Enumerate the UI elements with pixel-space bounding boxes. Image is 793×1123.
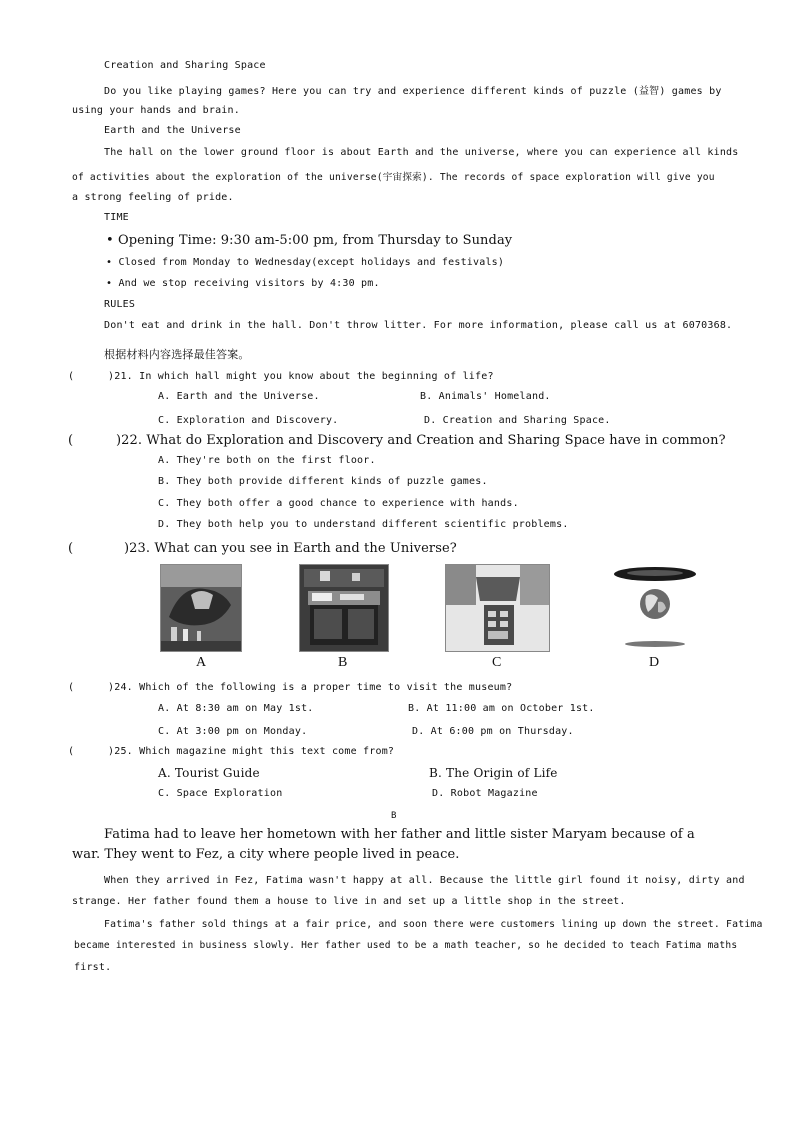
section-text-line: using your hands and brain.: [72, 105, 240, 116]
passage-b-p2-line1: When they arrived in Fez, Fatima wasn't happy at all. Because the little girl found it noisy, dirty and: [104, 875, 745, 886]
question-23: )23. What can you see in Earth and the Universe?: [124, 541, 457, 556]
option-22b: B. They both provide different kinds of puzzle games.: [158, 476, 488, 487]
passage-b-p3-line2: became interested in business slowly. Her father used to be a math teacher, so he decided to teach Fatima maths: [74, 940, 738, 951]
paren-close: ): [108, 371, 115, 382]
option-25c: C. Space Exploration: [158, 788, 283, 799]
passage-b-p3-line1: Fatima's father sold things at a fair price, and soon there were customers lining up down the street. Fatima: [104, 919, 763, 930]
instruction: 根据材料内容选择最佳答案。: [104, 348, 250, 361]
option-21b: B. Animals' Homeland.: [420, 391, 551, 402]
option-24a: A. At 8:30 am on May 1st.: [158, 703, 314, 714]
question-22: )22. What do Exploration and Discovery and Creation and Sharing Space have in common?: [116, 433, 726, 448]
option-23a-label: A: [196, 655, 207, 670]
section-title-creation: Creation and Sharing Space: [104, 60, 266, 71]
answer-paren-25: (: [68, 746, 75, 757]
option-24d: D. At 6:00 pm on Thursday.: [412, 726, 574, 737]
option-22a: A. They're both on the first floor.: [158, 455, 376, 466]
option-23c-label: C: [492, 655, 502, 670]
passage-b-p1-line1: Fatima had to leave her hometown with her father and little sister Maryam because of a: [104, 827, 695, 842]
question-21-text: 21. In which hall might you know about the beginning of life?: [114, 371, 494, 382]
option-23b-image: [299, 564, 389, 652]
option-21a: A. Earth and the Universe.: [158, 391, 320, 402]
option-22d: D. They both help you to understand different scientific problems.: [158, 519, 569, 530]
question-21: [108, 371, 494, 382]
option-25b: B. The Origin of Life: [429, 766, 558, 780]
option-23b-label: B: [338, 655, 348, 670]
section-text-line: The hall on the lower ground floor is about Earth and the universe, where you can experience all kinds: [104, 147, 739, 158]
option-23d-image: [610, 564, 700, 650]
option-25a: A. Tourist Guide: [158, 766, 260, 780]
rules-text: Don't eat and drink in the hall. Don't throw litter. For more information, please call us at 6070368.: [104, 320, 733, 331]
section-title-earth: Earth and the Universe: [104, 125, 241, 136]
option-23c-image: [445, 564, 550, 652]
question-24: )24. Which of the following is a proper time to visit the museum?: [108, 682, 513, 693]
option-25d: D. Robot Magazine: [432, 788, 538, 799]
time-title: TIME: [104, 212, 129, 223]
closed-days: • Closed from Monday to Wednesday(except holidays and festivals): [106, 257, 505, 268]
option-24c: C. At 3:00 pm on Monday.: [158, 726, 308, 737]
option-21d: D. Creation and Sharing Space.: [424, 415, 611, 426]
answer-paren-24: (: [68, 682, 75, 693]
question-25: )25. Which magazine might this text come from?: [108, 746, 395, 757]
rules-title: RULES: [104, 299, 136, 310]
option-23d-label: D: [649, 655, 660, 670]
answer-paren-21: (: [68, 371, 75, 382]
option-21c: C. Exploration and Discovery.: [158, 415, 339, 426]
section-text-line: a strong feeling of pride.: [72, 192, 234, 203]
option-24b: B. At 11:00 am on October 1st.: [408, 703, 595, 714]
section-text-line: of activities about the exploration of the universe(宇宙探索). The records of space exploration will give you: [72, 172, 715, 183]
opening-time: • Opening Time: 9:30 am-5:00 pm, from Thursday to Sunday: [106, 233, 513, 248]
stop-receiving: • And we stop receiving visitors by 4:30 pm.: [106, 278, 380, 289]
answer-paren-23: (: [68, 541, 74, 556]
option-22c: C. They both offer a good chance to experience with hands.: [158, 498, 519, 509]
option-23a-image: [160, 564, 242, 652]
section-text-line: Do you like playing games? Here you can try and experience different kinds of puzzle (益智) games by: [104, 86, 722, 97]
answer-paren-22: (: [68, 433, 74, 448]
passage-b-heading: B: [391, 811, 397, 821]
passage-b-p2-line2: strange. Her father found them a house to live in and set up a little shop in the street.: [72, 896, 626, 907]
passage-b-p1-line2: war. They went to Fez, a city where people lived in peace.: [72, 847, 460, 862]
passage-b-p3-line3: first.: [74, 962, 112, 973]
